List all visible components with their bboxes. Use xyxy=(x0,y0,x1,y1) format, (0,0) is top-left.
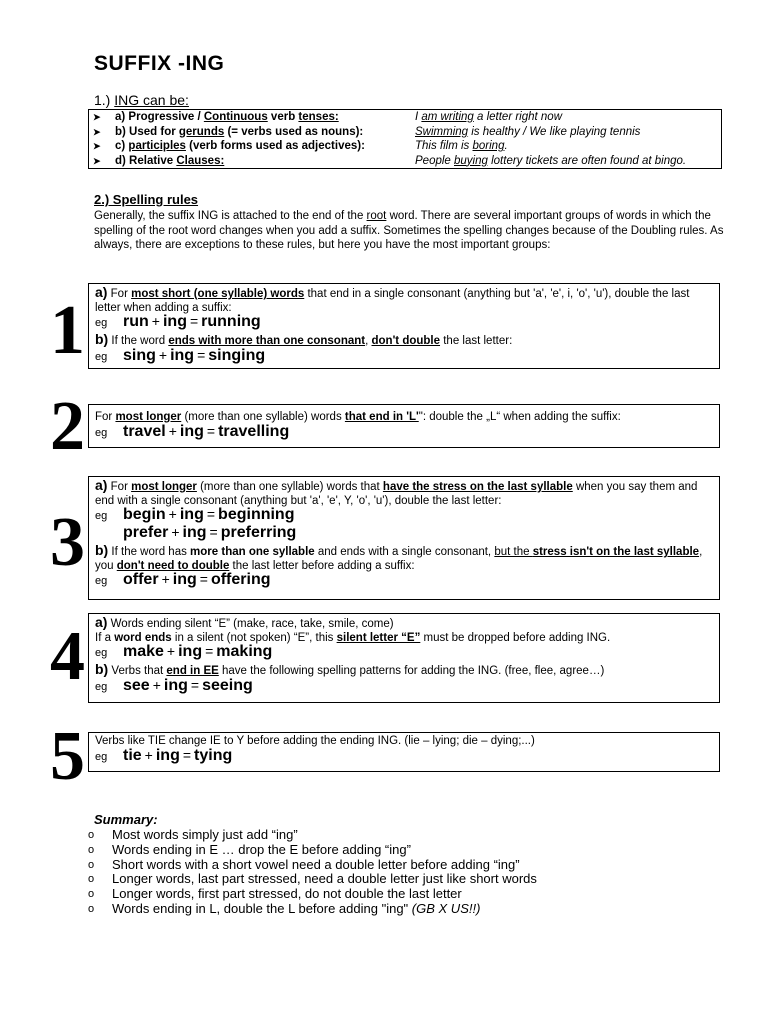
spelling-intro: Generally, the suffix ING is attached to the end of the root word. There are several important groups of words in which the spelling of the root word changes when you add a suffix. Sometimes the spelling changes because of the Doubling rules. As always, there are exceptions to these rules, but here you have the most important groups: xyxy=(94,210,724,252)
rule-5-box: Verbs like TIE change IE to Y before adding the ending ING. (lie – lying; die – dying;...) eg tie + ing = tying xyxy=(88,732,720,772)
table-row: ➤ d) Relative Clauses: People buying lottery tickets are often found at bingo. xyxy=(93,154,687,167)
table-row: ➤ b) Used for gerunds (= verbs used as nouns): Swimming is healthy / We like playing tennis xyxy=(93,125,641,138)
list-item: o Longer words, last part stressed, need a double letter just like short words xyxy=(88,871,537,887)
table-row: ➤ c) participles (verb forms used as adjectives): This film is boring. xyxy=(93,140,508,152)
section2-heading: 2.) Spelling rules xyxy=(94,192,199,207)
arrowhead-bullet-icon: ➤ xyxy=(93,141,101,151)
rule-1-box: a) For most short (one syllable) words that end in a single consonant (anything but 'a', 'e', i, 'o', 'u'), double the last letter when adding a suffix: eg run + ing = running b) If the word ends with more than one consonant, don't double the last letter: eg sing + ing = singing xyxy=(88,283,720,369)
rule-number-5: 5 xyxy=(50,718,85,795)
example-see: eg see + ing = seeing xyxy=(95,676,253,694)
circle-bullet-icon: o xyxy=(88,873,95,886)
example-tie: eg tie + ing = tying xyxy=(95,746,233,764)
arrowhead-bullet-icon: ➤ xyxy=(93,112,101,122)
arrowhead-bullet-icon: ➤ xyxy=(93,155,101,166)
rule-number-2: 2 xyxy=(50,388,85,465)
page-title: SUFFIX -ING xyxy=(94,52,225,75)
example-prefer: prefer + ing = preferring xyxy=(123,524,297,541)
rule-3-box: a) For most longer (more than one syllable) words that have the stress on the last syllable when you say them and end with a single consonant (anything but 'a', 'e', Y, 'o', 'u'), double the last letter: eg begin + ing = beginning prefer + ing = preferring b) If the word has more than one syllable and ends with a single consonant, but the stress isn't on the last syllable, you don't need to double the last letter before adding a suffix: eg offer + ing = offering xyxy=(88,476,720,600)
example-travel: eg travel + ing = travelling xyxy=(95,422,290,440)
list-item: o Words ending in L, double the L before adding "ing" (GB X US!!) xyxy=(88,900,481,916)
list-item: o Words ending in E … drop the E before adding “ing” xyxy=(88,841,411,857)
table-row: ➤ a) Progressive / Continuous verb tenses: I am writing a letter right now xyxy=(93,111,563,123)
section1-heading: 1.) ING can be: xyxy=(94,92,189,108)
rule-number-4: 4 xyxy=(50,618,85,695)
summary-list xyxy=(88,828,537,917)
list-item: o Short words with a short vowel need a double letter before adding “ing” xyxy=(88,856,520,872)
rule-2-box: For most longer (more than one syllable) words that end in 'L'": double the „L“ when adding the suffix: eg travel + ing = travelling xyxy=(88,404,720,448)
example-offer: eg offer + ing = offering xyxy=(95,571,271,588)
summary-title: Summary: xyxy=(94,812,158,827)
example-make: eg make + ing = making xyxy=(95,643,273,660)
example-begin: eg begin + ing = beginning xyxy=(95,506,295,523)
rule-4-box: a) Words ending silent “E” (make, race, take, smile, come) If a word ends in a silent (not spoken) “E”, this silent letter “E” must be dropped before adding ING. eg make + ing = making b) Verbs that end in EE have the following spelling patterns for adding the ING. (free, flee, agree…) eg see + ing = seeing xyxy=(88,613,720,703)
circle-bullet-icon: o xyxy=(88,829,95,841)
example-sing: eg sing + ing = singing xyxy=(95,346,266,364)
circle-bullet-icon: o xyxy=(88,888,95,901)
list-item: o Most words simply just add “ing” xyxy=(88,827,298,842)
circle-bullet-icon: o xyxy=(88,902,95,915)
circle-bullet-icon: o xyxy=(88,843,95,856)
circle-bullet-icon: o xyxy=(88,858,95,871)
rule-number-1: 1 xyxy=(50,292,85,369)
arrowhead-bullet-icon: ➤ xyxy=(93,126,101,137)
example-run: eg run + ing = running xyxy=(95,313,261,330)
ing-uses-table xyxy=(88,109,722,169)
list-item: o Longer words, first part stressed, do not double the last letter xyxy=(88,886,462,902)
rule-number-3: 3 xyxy=(50,504,85,581)
